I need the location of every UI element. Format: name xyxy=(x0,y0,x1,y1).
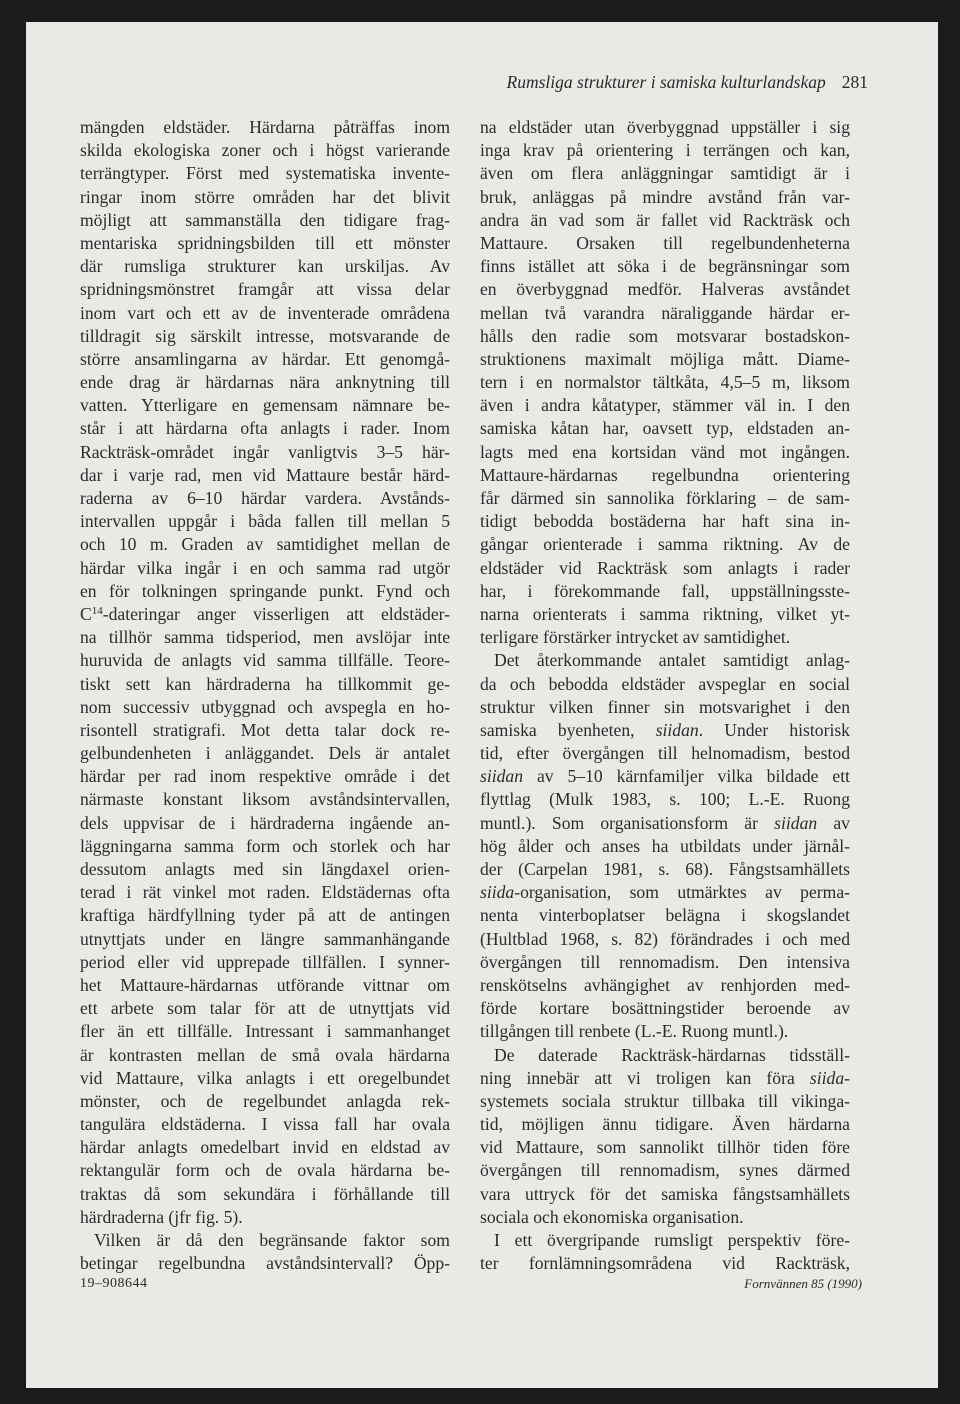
line-text: terrängtyper. Först med systematiska invente- xyxy=(80,163,450,184)
text-line xyxy=(80,649,450,672)
text-line xyxy=(80,673,450,696)
line-text: där rumsliga strukturer kan urskiljas. Av xyxy=(80,256,450,277)
line-suffix: . Under historisk xyxy=(698,719,850,740)
line-text: mellan två varandra näraliggande härdar er- xyxy=(480,302,850,323)
line-text: struktionens maximalt möjliga mått. Diame- xyxy=(480,348,850,369)
line-text: Vilken är då den begränsande faktor som xyxy=(94,1230,450,1250)
line-text: -dateringar anger visserligen att eldstäder- xyxy=(102,603,450,624)
line-text: -organisation, som utmärktes av perma- xyxy=(514,882,850,903)
line-text: kraftiga härdfyllning tyder på att de antingen xyxy=(80,905,450,926)
line-text: tangulära eldstäderna. I vissa fall har ovala xyxy=(80,1114,450,1135)
line-text: härdar vilka ingår i en och samma rad utgör xyxy=(80,557,450,578)
line-text: betingar regelbundna avståndsintervall? Öpp- xyxy=(80,1253,450,1274)
text-line xyxy=(480,788,850,811)
line-text: får därmed sin sannolika förklaring – de sam- xyxy=(480,488,850,508)
text-line xyxy=(480,1090,850,1113)
text-line xyxy=(480,997,850,1020)
line-suffix: - xyxy=(844,1067,850,1088)
line-text: ende drag är härdarnas nära anknytning till xyxy=(80,372,450,393)
line-text: tid, efter övergången till helnomadism, bestod xyxy=(480,743,850,764)
text-line xyxy=(80,1159,450,1182)
text-line xyxy=(480,742,850,765)
text-line xyxy=(480,464,850,487)
line-text: struktur vilken finner sin motsvarighet i den xyxy=(480,696,850,717)
text-line xyxy=(80,1020,450,1043)
line-text: och 10 m. Graden av samtidighet mellan de xyxy=(80,534,450,555)
line-text: risontell stratigrafi. Mot detta talar dock re- xyxy=(80,719,450,740)
text-line xyxy=(80,1113,450,1136)
line-text: ning innebär att vi troligen kan föra xyxy=(480,1067,810,1088)
line-text: huruvida de anlagts vid samma tillfälle. Teore- xyxy=(80,650,450,671)
text-line xyxy=(80,1136,450,1159)
text-line xyxy=(80,417,450,440)
text-line xyxy=(480,1113,850,1136)
line-text: flyttlag (Mulk 1983, s. 100; L.-E. Ruong xyxy=(480,789,850,810)
text-line xyxy=(80,1252,450,1275)
line-text: period eller vid upprepade tillfällen. I synner- xyxy=(80,951,450,972)
text-line xyxy=(480,835,850,858)
text-line xyxy=(80,974,450,997)
line-text: möjligt att sammanställa den tidigare frag- xyxy=(80,209,450,230)
line-text: hålls den radie som motsvarar bostadskon- xyxy=(480,325,850,346)
text-line xyxy=(80,278,450,301)
text-line xyxy=(80,881,450,904)
line-text: rektangulär form och de ovala härdarna be- xyxy=(80,1160,450,1181)
text-line xyxy=(480,510,850,533)
text-line xyxy=(480,1206,850,1229)
line-text: Det återkommande antalet samtidigt anlag- xyxy=(494,650,850,671)
line-text: I ett övergripande rumsligt perspektiv före- xyxy=(494,1230,850,1250)
line-text: tiskt sett kan härdraderna ha tillkommit ge- xyxy=(80,673,450,694)
line-text: utnyttjats under en längre sammanhängande xyxy=(80,928,450,949)
line-text: narna orienterats i samma riktning, vilket yt- xyxy=(480,603,850,624)
line-text: fler än ett tillfälle. Intressant i sammanhanget xyxy=(80,1021,450,1042)
line-text: Rackträsk-området ingår vanligtvis 3–5 här- xyxy=(80,441,450,462)
line-text: da och bebodda eldstäder avspeglar en social xyxy=(480,673,850,694)
line-text: systemets sociala struktur tillbaka till vikinga- xyxy=(480,1090,850,1111)
text-line xyxy=(80,765,450,788)
text-line xyxy=(80,557,450,580)
line-text: gångar orienterade i samma riktning. Av de xyxy=(480,534,850,555)
journal-citation: Fornvännen 85 (1990) xyxy=(744,1276,862,1291)
text-line xyxy=(80,742,450,765)
text-line xyxy=(480,673,850,696)
text-line xyxy=(80,719,450,742)
text-line xyxy=(80,139,450,162)
text-line xyxy=(480,232,850,255)
text-line xyxy=(480,139,850,162)
text-line xyxy=(480,974,850,997)
text-line xyxy=(480,348,850,371)
text-line xyxy=(80,394,450,417)
line-text: samiska byenheten, xyxy=(480,719,656,740)
line-text: terligare förstärker intrycket av samtidighet. xyxy=(480,627,791,648)
line-text: renskötselns avhängighet av renhjorden med- xyxy=(480,974,850,995)
line-text: tidigt bebodda bostäderna har haft sina in- xyxy=(480,511,850,532)
line-text: inga krav på orientering i terrängen och kan, xyxy=(480,140,850,161)
text-line xyxy=(480,580,850,603)
text-line xyxy=(480,812,850,835)
line-text: övergången till rennomadism, synes därmed xyxy=(480,1160,850,1181)
line-text: vid Mattaure, som sannolikt tillhör tiden före xyxy=(480,1137,850,1158)
line-text: na tillhör samma tidsperiod, men avslöjar inte xyxy=(80,627,450,648)
line-text: na eldstäder utan överbyggnad uppställer i sig xyxy=(480,117,850,137)
italic-term: siida xyxy=(480,882,515,903)
line-text: härdraderna (jfr fig. 5). xyxy=(80,1206,243,1227)
text-line xyxy=(480,209,850,232)
line-text: hög ålder och anses ha utbildats under järnål- xyxy=(480,835,850,856)
text-line xyxy=(480,1067,850,1090)
print-code: 19–908644 xyxy=(80,1276,148,1291)
line-text: De daterade Rackträsk-härdarnas tidsställ- xyxy=(494,1044,850,1065)
text-line xyxy=(80,928,450,951)
line-text: ringar inom större områden har det blivit xyxy=(80,186,450,207)
text-line xyxy=(480,1020,850,1043)
line-text: tillgången till renbete (L.-E. Ruong muntl.). xyxy=(480,1021,789,1042)
line-text: traktas då som sekundära i förhållande till xyxy=(80,1183,450,1204)
right-text-column xyxy=(480,116,850,1275)
text-line xyxy=(480,1044,850,1067)
line-text: nenta vinterboplatser belägna i skogslandet xyxy=(480,905,850,926)
italic-term: siidan xyxy=(655,719,699,740)
text-line xyxy=(80,487,450,510)
text-line xyxy=(480,696,850,719)
line-text: ett arbete som talar för att de utnyttjats vid xyxy=(80,998,450,1019)
text-line xyxy=(80,255,450,278)
text-line xyxy=(480,858,850,881)
superscript: 14 xyxy=(91,604,103,617)
running-title: Rumsliga strukturer i samiska kulturlandskap xyxy=(506,72,826,92)
text-line xyxy=(480,626,850,649)
line-text: tid, möjligen ännu tidigare. Även härdarna xyxy=(480,1114,850,1135)
line-text: dessutom anlagts med sin längdaxel orien- xyxy=(80,859,450,879)
text-line xyxy=(480,1159,850,1182)
text-line xyxy=(80,580,450,603)
text-line xyxy=(480,487,850,510)
text-line xyxy=(480,557,850,580)
text-line xyxy=(80,1044,450,1067)
line-text: spridningsmönstret framgår att vissa delar xyxy=(80,279,450,300)
line-text: skilda ekologiska zoner och i högst varierande xyxy=(80,140,450,161)
text-line xyxy=(480,186,850,209)
line-text: en för tolkningen springande punkt. Fynd och xyxy=(80,580,450,601)
line-text: muntl.). Som organisationsform är xyxy=(480,812,775,833)
line-text: dar i varje rad, men vid Mattaure består härd- xyxy=(80,464,450,485)
text-line xyxy=(480,325,850,348)
line-text: inom vart och ett av de inventerade områdena xyxy=(80,302,450,323)
line-text: läggningarna samma form och storlek och har xyxy=(80,835,450,856)
text-line xyxy=(80,835,450,858)
text-line xyxy=(480,278,850,301)
line-text: tern i en normalstor tältkåta, 4,5–5 m, liksom xyxy=(480,372,850,393)
line-text: närmaste konstant liksom avståndsintervallen, xyxy=(80,789,450,810)
line-text: även i andra kåtatyper, stämmer väl in. I den xyxy=(480,395,850,416)
text-line xyxy=(480,951,850,974)
line-text: sociala och ekonomiska organisation. xyxy=(480,1206,744,1227)
text-line xyxy=(480,765,850,788)
text-line xyxy=(80,209,450,232)
line-text: andra än vad som är fallet vid Rackträsk och xyxy=(480,209,850,230)
line-text: intervallen uppgår i båda fallen till mellan 5 xyxy=(80,511,450,532)
text-line xyxy=(480,255,850,278)
text-line xyxy=(80,116,450,139)
text-line xyxy=(80,302,450,325)
text-line xyxy=(480,1183,850,1206)
text-line xyxy=(80,232,450,255)
line-text: vatten. Ytterligare en gemensam nämnare be- xyxy=(80,395,450,416)
text-line xyxy=(80,997,450,1020)
line-text: mängden eldstäder. Härdarna påträffas inom xyxy=(80,117,450,137)
line-text: står i att härdarna ofta anlagts i rader. Inom xyxy=(80,418,450,439)
line-text: Mattaure-härdarnas regelbundna orientering xyxy=(480,464,850,485)
text-line xyxy=(480,533,850,556)
text-line xyxy=(480,881,850,904)
line-text: bruk, anläggas på mindre avstånd från var- xyxy=(480,186,850,207)
running-head xyxy=(507,72,868,93)
line-text: lagts med ena kortsidan vänd mot ingången. xyxy=(480,441,850,462)
line-text: terad i rät vinkel mot raden. Eldstädernas ofta xyxy=(80,882,450,903)
text-line xyxy=(80,696,450,719)
text-line xyxy=(480,441,850,464)
line-text: har, i förekommande fall, uppställningsste- xyxy=(480,580,850,601)
line-text: härdar anlagts omedelbart invid en eldstad av xyxy=(80,1137,450,1158)
text-line xyxy=(80,1183,450,1206)
text-line xyxy=(480,1229,850,1252)
text-line xyxy=(480,371,850,394)
line-text: finns istället att söka i de begränsningar som xyxy=(480,256,850,277)
italic-term: siida xyxy=(809,1067,845,1088)
text-line xyxy=(80,904,450,927)
line-prefix: C xyxy=(80,603,92,624)
text-line xyxy=(80,533,450,556)
left-text-column xyxy=(80,116,450,1275)
text-line xyxy=(80,858,450,881)
line-text: eldstäder vid Rackträsk som anlagts i rader xyxy=(480,557,850,578)
line-text: härdar per rad inom respektive område i det xyxy=(80,766,450,787)
text-line xyxy=(480,417,850,440)
scanned-page xyxy=(26,22,938,1388)
line-text: förde kortare bosättningstider beroende av xyxy=(480,998,850,1019)
line-text: tilldragit sig särskilt intresse, motsvarande de xyxy=(80,325,450,346)
text-line xyxy=(80,348,450,371)
line-text: (Hultblad 1968, s. 82) förändrades i och med xyxy=(480,928,850,949)
line-text: vid Mattaure, vilka anlagts i ett oregelbundet xyxy=(80,1067,450,1088)
line-text: dels uppvisar de i härdraderna ingående an- xyxy=(80,812,450,833)
line-text: ter fornlämningsområdena vid Rackträsk, xyxy=(480,1253,850,1274)
line-text: av 5–10 kärnfamiljer vilka bildade ett xyxy=(523,766,850,787)
text-line xyxy=(480,603,850,626)
line-suffix: av xyxy=(817,812,850,833)
text-line xyxy=(80,951,450,974)
text-line xyxy=(480,719,850,742)
text-line xyxy=(80,441,450,464)
text-line xyxy=(480,904,850,927)
text-line xyxy=(80,1090,450,1113)
page-number: 281 xyxy=(841,72,868,92)
line-text: het Mattaure-härdarnas utförande vittnar om xyxy=(80,974,450,995)
line-text: mentariska spridningsbilden till ett mönster xyxy=(80,232,450,253)
italic-term: siidan xyxy=(480,766,524,787)
line-text: en överbyggnad medför. Halveras avståndet xyxy=(480,279,850,300)
text-line xyxy=(80,510,450,533)
text-line xyxy=(480,162,850,185)
text-line xyxy=(80,162,450,185)
text-line xyxy=(480,1136,850,1159)
italic-term: siidan xyxy=(774,812,818,833)
line-text: mönster, och de regelbundet anlagda rek- xyxy=(80,1090,450,1111)
text-line xyxy=(480,394,850,417)
line-text: vara uttryck för det samiska fångstsamhällets xyxy=(480,1183,850,1204)
text-line xyxy=(480,649,850,672)
line-text: samiska kåtan har, oavsett typ, eldstaden an- xyxy=(480,418,850,439)
text-line xyxy=(80,1067,450,1090)
text-line xyxy=(80,812,450,835)
line-text: nom successiv utbyggnad och avspegla en ho- xyxy=(80,696,450,717)
line-text: även om flera anläggningar samtidigt är i xyxy=(480,163,850,184)
text-line xyxy=(480,928,850,951)
text-line xyxy=(480,1252,850,1275)
text-line xyxy=(80,464,450,487)
text-line xyxy=(80,626,450,649)
line-text: raderna av 6–10 härdar vardera. Avstånds- xyxy=(80,488,450,508)
text-line xyxy=(80,788,450,811)
line-text: der (Carpelan 1981, s. 68). Fångstsamhällets xyxy=(480,859,850,879)
line-text: gelbundenheten i anläggandet. Dels är antalet xyxy=(80,743,450,764)
text-line xyxy=(80,371,450,394)
text-line xyxy=(80,325,450,348)
text-line xyxy=(80,1229,450,1252)
text-line xyxy=(480,116,850,139)
line-text: Mattaure. Orsaken till regelbundenheterna xyxy=(480,232,850,253)
text-line xyxy=(80,603,450,626)
text-line xyxy=(80,1206,450,1229)
text-line xyxy=(480,302,850,325)
line-text: övergången till rennomadism. Den intensiva xyxy=(480,951,850,972)
line-text: större ansamlingarna av härdar. Ett genomgå- xyxy=(80,348,450,369)
text-line xyxy=(80,186,450,209)
line-text: är kontrasten mellan de små ovala härdarna xyxy=(80,1044,450,1065)
